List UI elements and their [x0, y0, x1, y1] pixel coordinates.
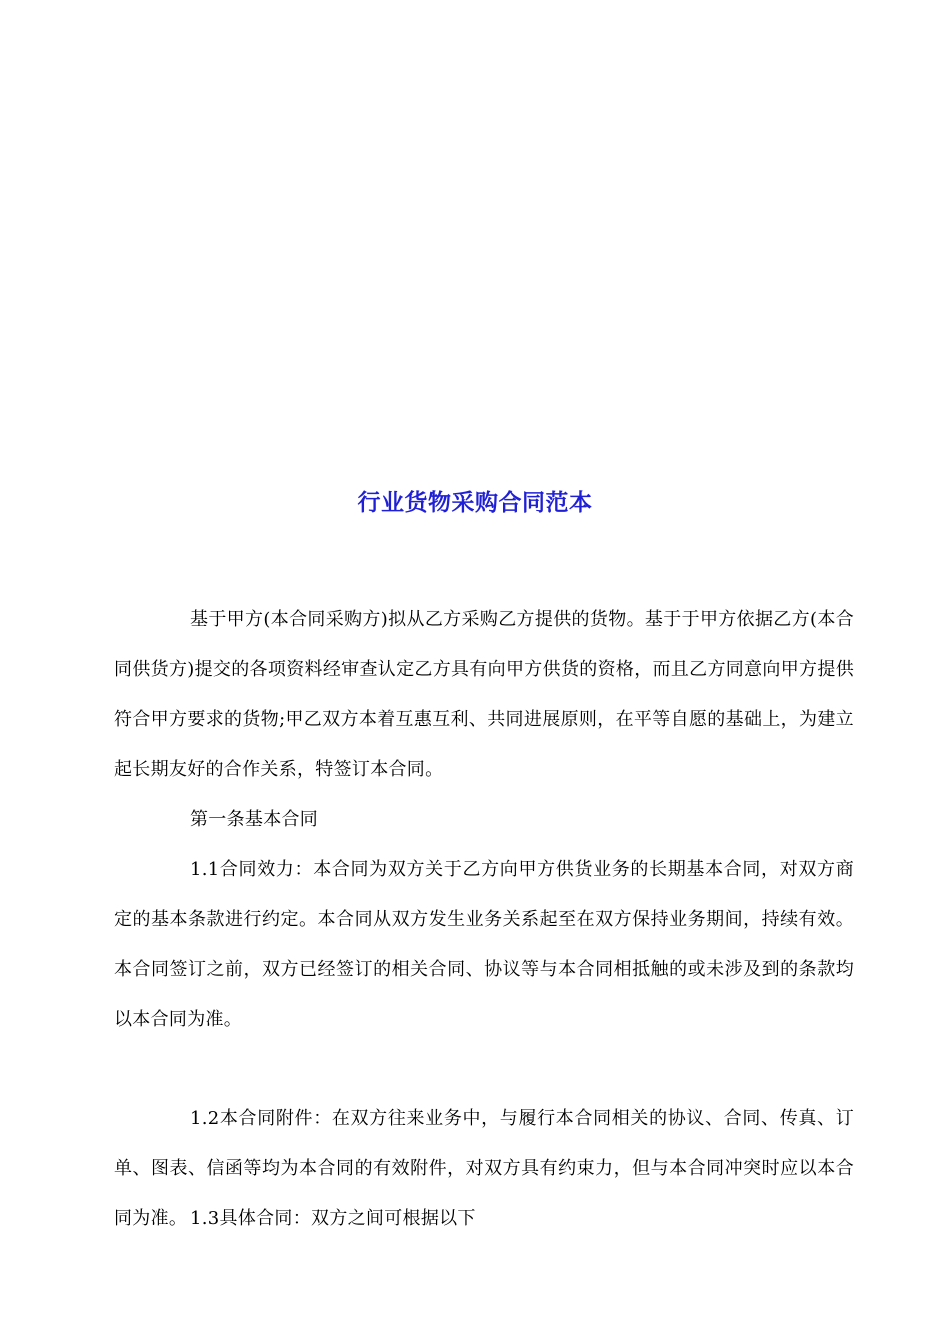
- clause-1-3-paragraph: 1.3具体合同：双方之间可根据以下: [190, 1208, 476, 1229]
- intro-paragraph: 基于甲方(本合同采购方)拟从乙方采购乙方提供的货物。基于于甲方依据乙方(本合同供货方)提交的各项资料经审查认定乙方具有向甲方供货的资格，而且乙方同意向甲方提供符合甲方要求的货物;甲乙双方本着互惠互利、共同进展原则，在平等自愿的基础上，为建立起长期友好的合作关系，特签订本合同。: [114, 609, 854, 780]
- clause-1-2-paragraph: 1.2本合同附件：在双方往来业务中，与履行本合同相关的协议、合同、传真、订单、图表、信函等均为本合同的有效附件，对双方具有约束力，但与本合同冲突时应以本合同为准。: [114, 1108, 854, 1229]
- document-title: 行业货物采购合同范本: [357, 490, 593, 516]
- clause-1-1-paragraph: 1.1合同效力：本合同为双方关于乙方向甲方供货业务的长期基本合同，对双方商定的基本条款进行约定。本合同从双方发生业务关系起至在双方保持业务期间，持续有效。本合同签订之前，双方已经签订的相关合同、协议等与本合同相抵触的或未涉及到的条款均以本合同为准。: [114, 859, 854, 1030]
- article-1-heading: 第一条基本合同: [190, 809, 319, 830]
